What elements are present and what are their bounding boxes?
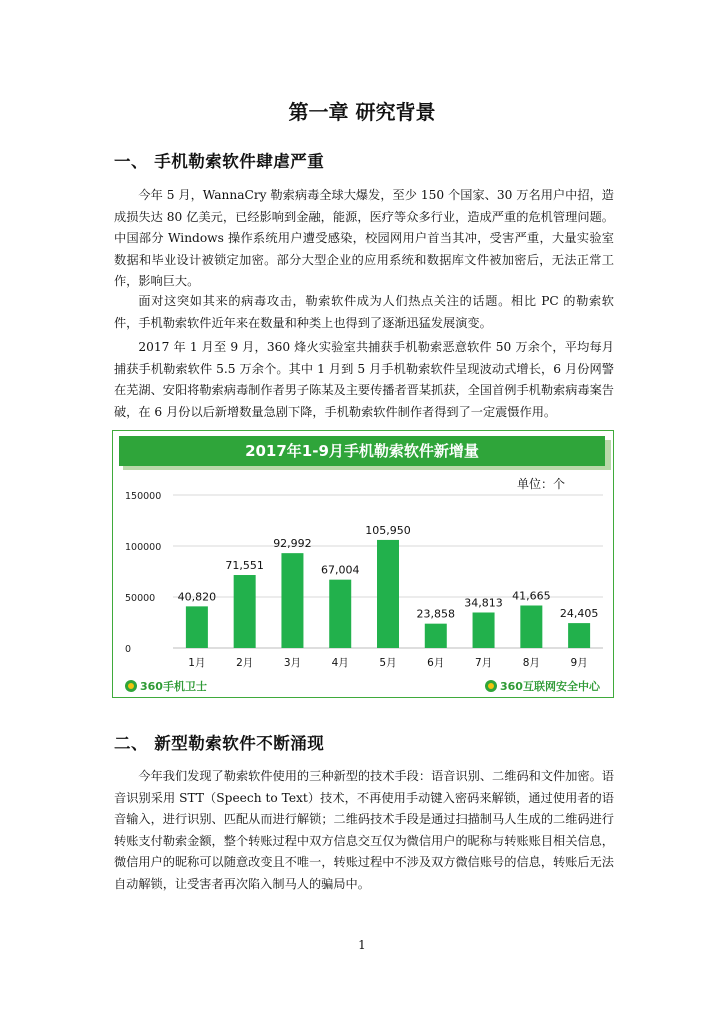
y-tick-label: 0: [125, 644, 132, 655]
x-tick-label: 5月: [379, 657, 397, 669]
x-tick-label: 9月: [570, 657, 588, 669]
section-heading-2: 二、 新型勒索软件不断涌现: [114, 734, 325, 753]
bar: [234, 575, 256, 648]
bar: [377, 540, 399, 648]
bar: [473, 612, 495, 648]
bar: [425, 624, 447, 648]
chart-figure: [112, 430, 614, 698]
x-tick-label: 6月: [427, 657, 445, 669]
data-label: 24,405: [559, 607, 599, 621]
data-label: 71,551: [225, 559, 264, 573]
360-logo-icon: [125, 680, 137, 692]
section-heading-1: 一、 手机勒索软件肆虐严重: [114, 152, 325, 171]
chapter-title: 第一章 研究背景: [288, 100, 436, 124]
page-number: 1: [358, 938, 366, 952]
x-tick-label: 2月: [236, 657, 254, 669]
bar: [329, 580, 351, 648]
brand-left-label: 360手机卫士: [140, 680, 207, 693]
bar: [520, 606, 542, 648]
paragraph-2: 面对这突如其来的病毒攻击，勒索软件成为人们热点关注的话题。相比 PC 的勒索软件，手机勒索软件近年来在数量和种类上也得到了逐渐迅猛发展演变。: [114, 294, 614, 330]
360-logo-icon: [485, 680, 497, 692]
y-tick-label: 50000: [125, 593, 156, 604]
data-label: 92,992: [273, 537, 312, 551]
x-tick-label: 3月: [283, 657, 302, 669]
data-label: 34,813: [464, 596, 503, 610]
y-tick-label: 100000: [125, 542, 162, 553]
paragraph-1: 今年 5 月，WannaCry 勒索病毒全球大爆发，至少 150 个国家、30 万名用户中招，造成损失达 80 亿美元，已经影响到金融，能源，医疗等众多行业，造成严重的危机管理问题。中国部分 Windows 操作系统用户遭受感染，校园网用户首当其冲，受害严重，大量实验室数据和毕业设计被锁定加密。部分大型企业的应用系统和数据库文件被加密后，无法正常工作，影响巨大。: [114, 188, 614, 289]
paragraph-4: 今年我们发现了勒索软件使用的三种新型的技术手段：语音识别、二维码和文件加密。语音识别采用 STT（Speech to Text）技术，不再使用手动键入密码来解锁，通过使用者的语音输入，进行识别、匹配从而进行解锁；二维码技术手段是通过扫描制马人生成的二维码进行转账支付勒索金额，整个转账过程中双方信息交互仅为微信用户的昵称与转账账目相关信息，微信用户的昵称可以随意改变且不唯一，转账过程中不涉及双方微信账号的信息，转账后无法自动解锁，让受害者再次陷入制马人的骗局中。: [114, 769, 614, 891]
y-tick-label: 150000: [125, 491, 162, 502]
data-label: 41,665: [512, 589, 551, 603]
bar: [186, 606, 208, 648]
data-label: 67,004: [320, 563, 360, 577]
x-tick-label: 8月: [522, 657, 540, 669]
brand-right-label: 360互联网安全中心: [500, 680, 600, 693]
chart-title: 2017年1-9月手机勒索软件新增量: [119, 436, 605, 466]
paragraph-3: 2017 年 1 月至 9 月，360 烽火实验室共捕获手机勒索恶意软件 50 万余个，平均每月捕获手机勒索软件 5.5 万余个。其中 1 月到 5 月手机勒索软件呈现波动式增长，6 月份网警在芜湖、安阳将勒索病毒制作者男子陈某及主要传播者晋某抓获，全国首例手机勒索病毒案告破，在 6 月份以后新增数量急剧下降，手机勒索软件制作者得到了一定震慑作用。: [114, 340, 614, 419]
bar: [568, 623, 590, 648]
x-tick-label: 7月: [474, 657, 493, 669]
data-label: 105,950: [365, 523, 411, 537]
x-tick-label: 4月: [331, 657, 349, 669]
data-label: 40,820: [177, 590, 217, 604]
brand-right: [485, 678, 600, 694]
data-label: 23,858: [416, 607, 456, 621]
bar: [281, 553, 303, 648]
bar-chart: [113, 431, 613, 697]
x-tick-label: 1月: [188, 657, 206, 669]
brand-left: [125, 678, 207, 694]
chart-unit-label: 单位：个: [517, 477, 566, 491]
